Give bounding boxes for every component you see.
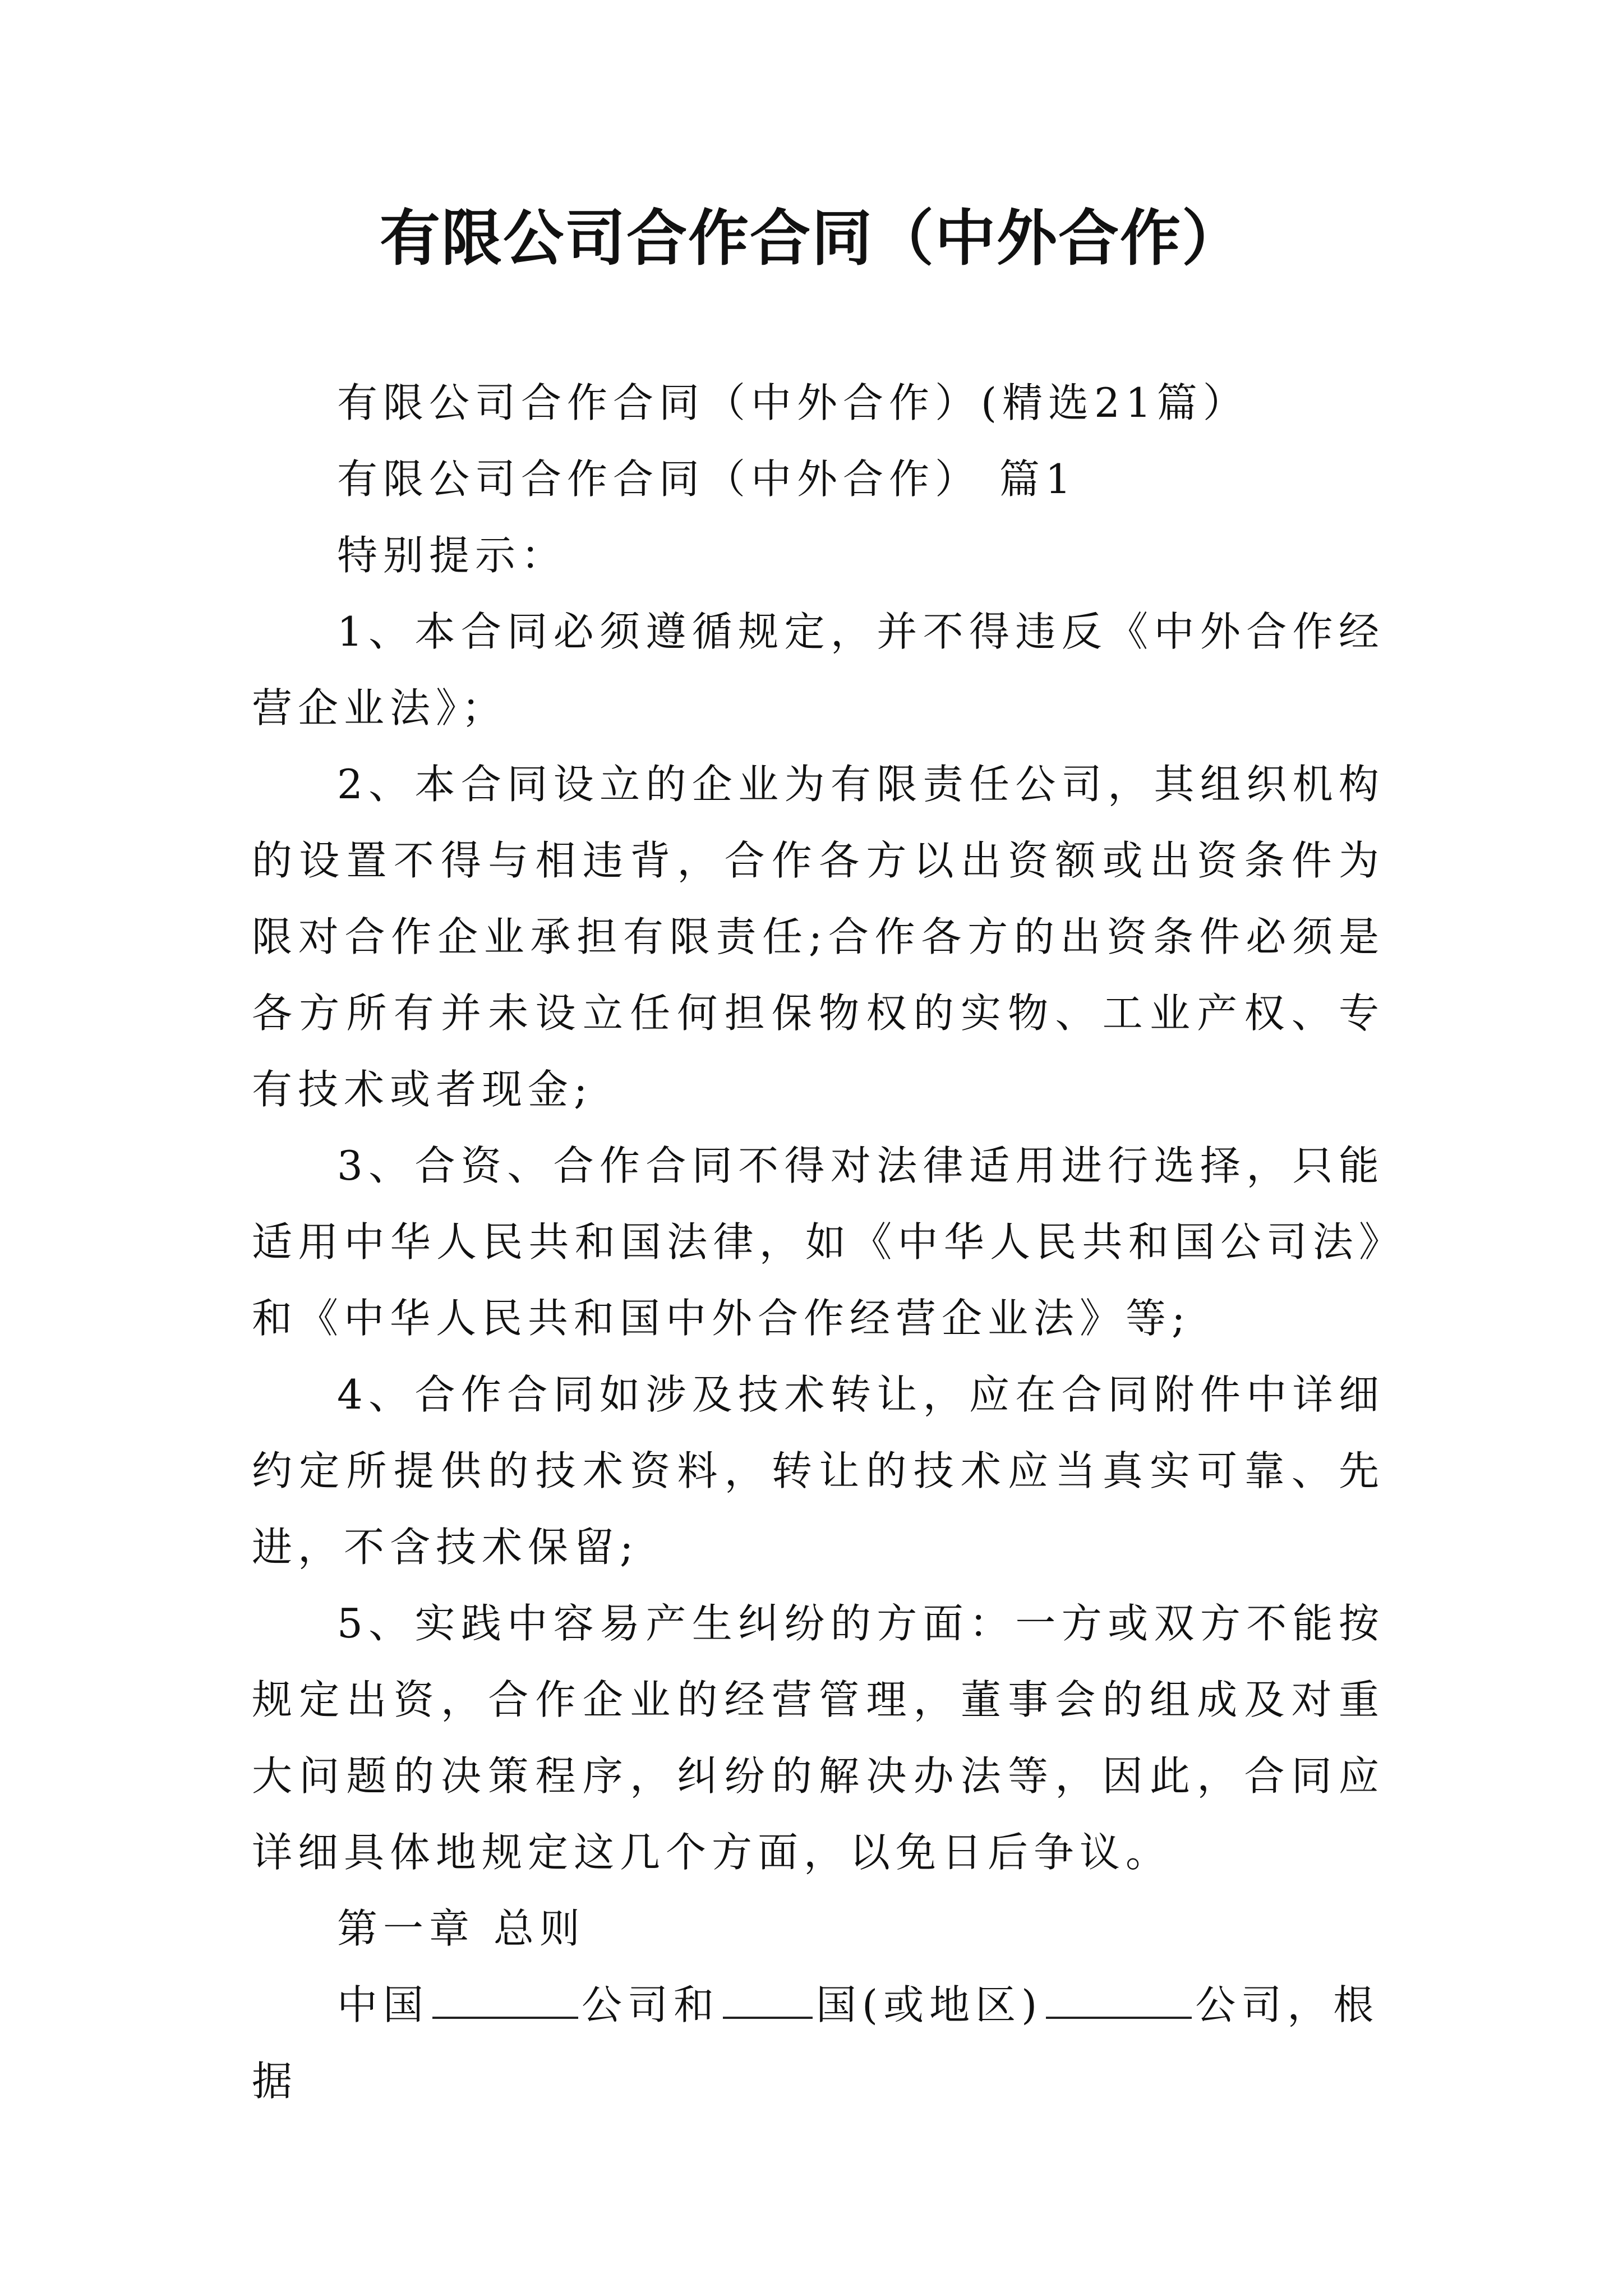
parties-text-4: 公司，根据 xyxy=(252,1981,1380,2105)
blank-country[interactable] xyxy=(723,1977,813,2019)
document-title: 有限公司合作合同（中外合作） xyxy=(379,203,1243,274)
paragraph-item-5: 5、实践中容易产生纠纷的方面：一方或双方不能按规定出资，合作企业的经营管理，董事会的组成及对重大问题的决策程序，纠纷的解决办法等，因此，合同应详细具体地规定这几个方面，以免日后争议。 xyxy=(252,1600,1385,1876)
blank-chinese-company[interactable] xyxy=(432,1977,578,2019)
parties-text-3: 国(或地区) xyxy=(816,1981,1043,2028)
paragraph-parties xyxy=(252,1967,1385,2119)
paragraph-item-3: 3、合资、合作合同不得对法律适用进行选择，只能适用中华人民共和国法律，如《中华人民共和国公司法》和《中华人民共和国中外合作经营企业法》等; xyxy=(252,1142,1385,1342)
paragraph-item-1: 1、本合同必须遵循规定，并不得违反《中外合作经营企业法》； xyxy=(252,608,1385,731)
paragraph-item-4: 4、合作合同如涉及技术转让，应在合同附件中详细约定所提供的技术资料，转让的技术应当真实可靠、先进，不含技术保留; xyxy=(252,1371,1385,1571)
parties-text-1: 中国 xyxy=(337,1981,430,2028)
paragraph-chapter-heading: 第一章 总则 xyxy=(337,1905,585,1952)
paragraph-section-heading: 有限公司合作合同（中外合作） 篇1 xyxy=(337,455,1077,503)
paragraph-notice-heading: 特别提示： xyxy=(337,532,568,579)
parties-text-2: 公司和 xyxy=(582,1981,720,2028)
blank-foreign-company[interactable] xyxy=(1046,1977,1192,2019)
document-body xyxy=(252,365,1385,2119)
paragraph-subtitle: 有限公司合作合同（中外合作）(精选21篇） xyxy=(337,379,1249,426)
paragraph-item-2: 2、本合同设立的企业为有限责任公司，其组织机构的设置不得与相违背，合作各方以出资额或出资条件为限对合作企业承担有限责任;合作各方的出资条件必须是各方所有并未设立任何担保物权的实物、工业产权、专有技术或者现金; xyxy=(252,761,1385,1113)
